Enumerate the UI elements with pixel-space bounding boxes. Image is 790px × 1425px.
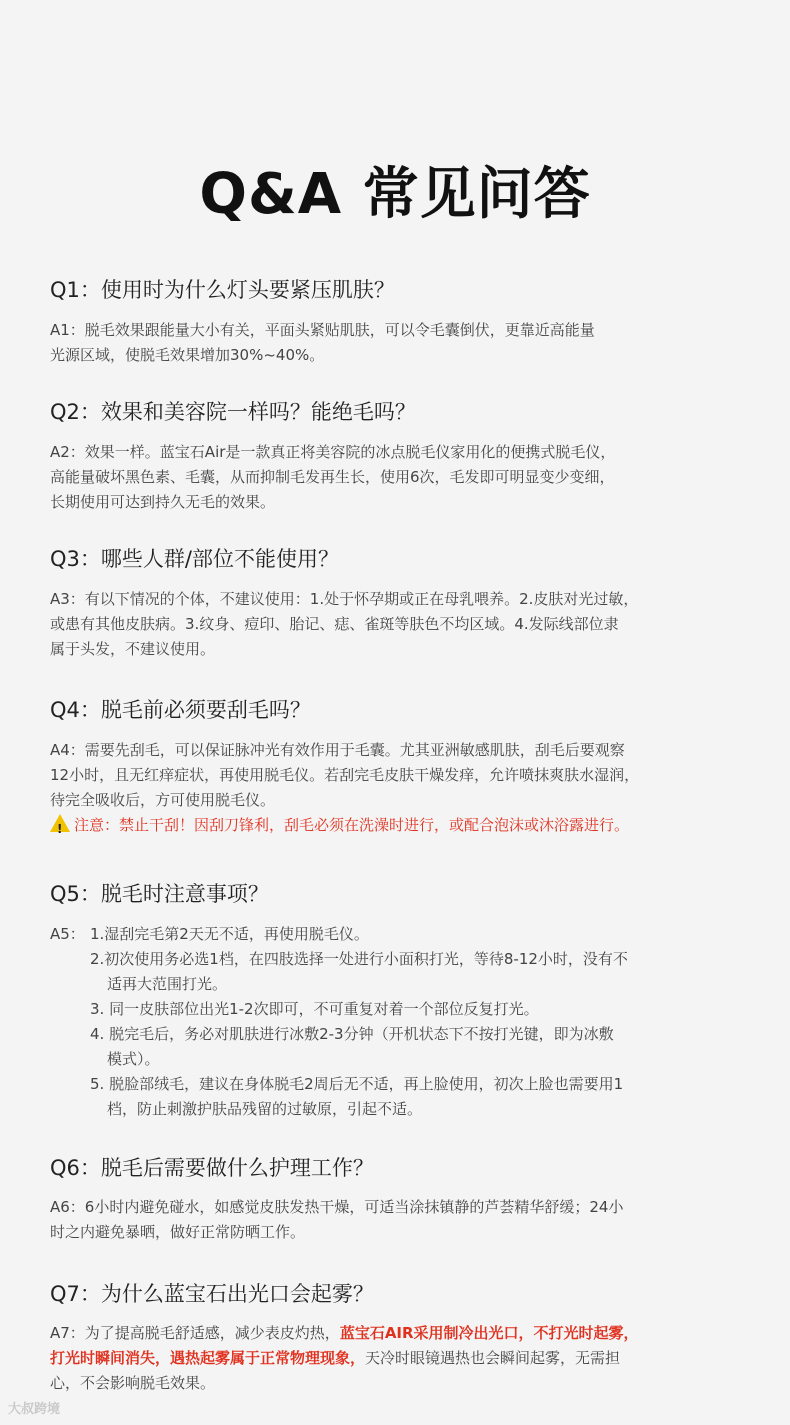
answer-line: 或患有其他皮肤病。3.纹身、痘印、胎记、痣、雀斑等肤色不均区域。4.发际线部位隶: [50, 615, 619, 633]
list-item-text: 5. 脱脸部绒毛，建议在身体脱毛2周后无不适，再上脸使用，初次上脸也需要用1: [90, 1075, 624, 1093]
highlight-text: 蓝宝石AIR采用制冷出光口，不打光时起雾，: [339, 1324, 639, 1342]
list-item-text: 2.初次使用务必选1档，在四肢选择一处进行小面积打光，等待8-12小时，没有不: [90, 950, 628, 968]
list-item-text: 1.湿刮完毛第2天无不适，再使用脱毛仪。: [90, 925, 369, 943]
answer-line: A4：需要先刮毛，可以保证脉冲光有效作用于毛囊。尤其亚洲敏感肌肤，刮毛后要观察: [50, 741, 625, 759]
watermark: 大叔跨境: [8, 1402, 61, 1417]
answer-5: [50, 922, 760, 1122]
list-item: [50, 1072, 760, 1122]
list-item: [50, 922, 760, 947]
question-3: Q3：哪些人群/部位不能使用？: [50, 547, 339, 571]
list-item: [50, 947, 760, 997]
answer-line: A2：效果一样。蓝宝石Air是一款真正将美容院的冰点脱毛仪家用化的便携式脱毛仪，: [50, 443, 616, 461]
answer-4: [50, 738, 760, 838]
list-item: [50, 997, 760, 1022]
answer-7: [50, 1321, 760, 1396]
list-item: [50, 1022, 760, 1072]
question-1: Q1：使用时为什么灯头要紧压肌肤？: [50, 278, 395, 302]
list-item-text: 3. 同一皮肤部位出光1-2次即可，不可重复对着一个部位反复打光。: [90, 1000, 539, 1018]
answer-2: [50, 440, 760, 515]
answer-line: 高能量破坏黑色素、毛囊，从而抑制毛发再生长，使用6次，毛发即可明显变少变细，: [50, 468, 615, 486]
warning-text: 注意：禁止干刮！因刮刀锋利，刮毛必须在洗澡时进行，或配合泡沫或沐浴露进行。: [74, 816, 630, 834]
answer-line: A6：6小时内避免碰水，如感觉皮肤发热干燥，可适当涂抹镇静的芦荟精华舒缓；24小: [50, 1198, 624, 1216]
question-5: Q5：脱毛时注意事项？: [50, 882, 269, 906]
answer-3: [50, 587, 760, 662]
question-2: Q2：效果和美容院一样吗？能绝毛吗？: [50, 400, 416, 424]
answer-line: 光源区域，使脱毛效果增加30%~40%。: [50, 346, 325, 364]
answer-line: 时之内避免暴晒，做好正常防晒工作。: [50, 1223, 306, 1241]
answer-prefix: A5：: [50, 925, 85, 943]
answer-6: [50, 1195, 760, 1245]
answer-line: A1：脱毛效果跟能量大小有关，平面头紧贴肌肤，可以令毛囊倒伏，更靠近高能量: [50, 321, 595, 339]
warning-note: [50, 813, 760, 838]
answer-line: 心，不会影响脱毛效果。: [50, 1374, 216, 1392]
answer-line: [50, 1321, 760, 1346]
question-7: Q7：为什么蓝宝石出光口会起雾？: [50, 1282, 374, 1306]
warning-icon: !: [50, 814, 70, 832]
list-item-continuation: 适再大范围打光。: [107, 975, 228, 993]
list-item-continuation: 模式）。: [107, 1050, 160, 1068]
answer-line: 12小时，且无红痒症状，再使用脱毛仪。若刮完毛皮肤干燥发痒，允许喷抹爽肤水湿润，: [50, 766, 640, 784]
list-item-continuation: 档，防止刺激护肤品残留的过敏原，引起不适。: [107, 1100, 423, 1118]
answer-text: A7：为了提高脱毛舒适感，减少表皮灼热，: [50, 1324, 340, 1342]
answer-1: [50, 318, 760, 368]
answer-line: 长期使用可达到持久无毛的效果。: [50, 493, 276, 511]
highlight-text: 打光时瞬间消失，遇热起雾属于正常物理现象，: [50, 1349, 366, 1367]
page-title: Q&A 常见问答: [199, 162, 591, 227]
answer-line: A3：有以下情况的个体，不建议使用：1.处于怀孕期或正在母乳喂养。2.皮肤对光过敏，: [50, 590, 639, 608]
question-4: Q4：脱毛前必须要刮毛吗？: [50, 698, 311, 722]
question-6: Q6：脱毛后需要做什么护理工作？: [50, 1156, 374, 1180]
list-item-text: 4. 脱完毛后，务必对肌肤进行冰敷2-3分钟（开机状态下不按打光键，即为冰敷: [90, 1025, 614, 1043]
answer-line: [50, 1346, 760, 1371]
answer-line: 属于头发，不建议使用。: [50, 640, 216, 658]
answer-line: 待完全吸收后，方可使用脱毛仪。: [50, 791, 276, 809]
answer-text: 天冷时眼镜遇热也会瞬间起雾，无需担: [365, 1349, 621, 1367]
